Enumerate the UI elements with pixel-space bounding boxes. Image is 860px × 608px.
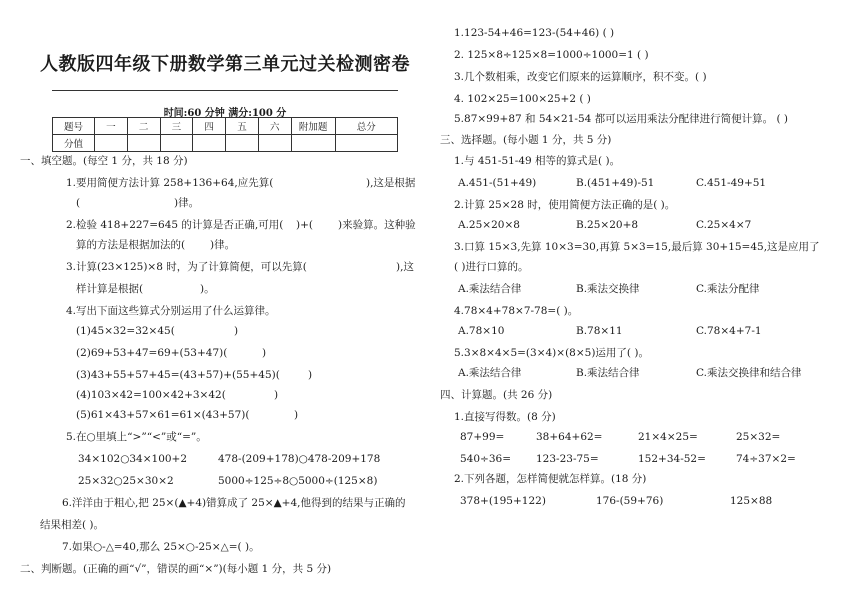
score-cell: 分值 <box>53 135 95 152</box>
choice-question: 3.口算 15×3,先算 10×3=30,再算 5×3=15,最后算 30+15=45,这是应用了 <box>454 241 820 253</box>
choice-option: A.25×20×8 <box>458 219 520 231</box>
question-text: ) <box>308 369 313 381</box>
question-text: )律。 <box>210 239 236 251</box>
calc-item: 21×4×25= <box>638 431 698 443</box>
score-cell: 六 <box>258 118 291 135</box>
question-text: 5.在○里填上“>”“<”或“=”。 <box>66 431 207 443</box>
question-text: ) <box>262 347 267 359</box>
calc-item: 125×88 <box>730 495 773 507</box>
question-text: 6.洋洋由于粗心,把 25×(▲+4)错算成了 25×▲+4,他得到的结果与正确的 <box>62 497 406 509</box>
question-text: 4.写出下面这些算式分别运用了什么运算律。 <box>66 305 276 317</box>
score-input-cell[interactable] <box>127 135 160 152</box>
question-text: ) <box>294 409 299 421</box>
question-text: 1.要用简便方法计算 258+136+64,应先算( <box>66 177 274 189</box>
choice-option: C.乘法分配律 <box>696 283 760 295</box>
question-text: )。 <box>200 283 215 295</box>
score-cell: 附加题 <box>291 118 335 135</box>
choice-option: C.451-49+51 <box>696 177 767 189</box>
score-table-header-row <box>53 118 398 135</box>
score-input-cell[interactable] <box>258 135 291 152</box>
score-input-cell[interactable] <box>193 135 226 152</box>
choice-option: B.乘法结合律 <box>576 367 640 379</box>
question-text: 样计算是根据( <box>76 283 144 295</box>
sub-question: (3)43+55+57+45=(43+57)+(55+45)( <box>76 369 280 381</box>
choice-option: C.乘法交换律和结合律 <box>696 367 802 379</box>
choice-option: B.78×11 <box>576 325 623 337</box>
choice-option: A.78×10 <box>458 325 505 337</box>
question-text: 算的方法是根据加法的( <box>76 239 186 251</box>
choice-option: B.25×20+8 <box>576 219 639 231</box>
choice-option: A.乘法结合律 <box>458 367 522 379</box>
score-table-value-row <box>53 135 398 152</box>
choice-option: A.451-(51+49) <box>458 177 537 189</box>
question-text: ),这 <box>396 261 414 273</box>
question-text: 7.如果○-△=40,那么 25×○-25×△=( )。 <box>62 541 260 553</box>
sub-question: (5)61×43+57×61=61×(43+57)( <box>76 409 250 421</box>
score-cell: 二 <box>127 118 160 135</box>
calc-item: 74÷37×2= <box>736 453 796 465</box>
choice-option: A.乘法结合律 <box>458 283 522 295</box>
judge-item: 1.123-54+46=123-(54+46) ( ) <box>454 27 615 39</box>
section-heading: 三、选择题。(每小题 1 分，共 5 分) <box>440 134 612 146</box>
section-heading: 二、判断题。(正确的画“√”，错误的画“×”)(每小题 1 分，共 5 分) <box>20 563 332 575</box>
question-text: ( <box>76 197 81 209</box>
score-cell: 五 <box>226 118 259 135</box>
question-text: 2.检验 418+227=645 的计算是否正确,可用( <box>66 219 284 231</box>
compare-item: 5000÷125÷8○5000÷(125×8) <box>218 475 378 487</box>
score-input-cell[interactable] <box>160 135 193 152</box>
title-divider <box>52 90 398 91</box>
calc-item: 176-(59+76) <box>596 495 664 507</box>
choice-question: 5.3×8×4×5=(3×4)×(8×5)运用了( )。 <box>454 347 649 359</box>
calc-item: 25×32= <box>736 431 781 443</box>
question-text: 3.计算(23×125)×8 时，为了计算简便，可以先算( <box>66 261 307 273</box>
choice-question: 2.计算 25×28 时，使用简便方法正确的是( )。 <box>454 199 676 211</box>
calc-subheading: 2.下列各题，怎样简便就怎样算。(18 分) <box>454 473 647 485</box>
calc-item: 123-23-75= <box>536 453 599 465</box>
compare-item: 34×102○34×100+2 <box>78 453 188 465</box>
calc-item: 38+64+62= <box>536 431 603 443</box>
calc-item: 152+34-52= <box>638 453 706 465</box>
score-cell: 题号 <box>53 118 95 135</box>
calc-subheading: 1.直接写得数。(8 分) <box>454 411 556 423</box>
judge-item: 4. 102×25=100×25+2 ( ) <box>454 93 591 105</box>
compare-item: 478-(209+178)○478-209+178 <box>218 453 381 465</box>
question-text: ) <box>234 325 239 337</box>
sub-question: (4)103×42=100×42+3×42( <box>76 389 226 401</box>
sub-question: (2)69+53+47=69+(53+47)( <box>76 347 228 359</box>
sub-question: (1)45×32=32×45( <box>76 325 175 337</box>
score-cell: 一 <box>95 118 128 135</box>
calc-item: 87+99= <box>460 431 505 443</box>
exam-info: 时间:60 分钟 满分:100 分 <box>163 108 287 119</box>
score-cell: 总分 <box>335 118 397 135</box>
question-text: ) <box>274 389 279 401</box>
choice-option: C.25×4×7 <box>696 219 752 231</box>
calc-item: 378+(195+122) <box>460 495 546 507</box>
choice-option: B.乘法交换律 <box>576 283 640 295</box>
score-input-cell[interactable] <box>226 135 259 152</box>
choice-question: 1.与 451-51-49 相等的算式是( )。 <box>454 155 621 167</box>
judge-item: 5.87×99+87 和 54×21-54 都可以运用乘法分配律进行简便计算。 ( ) <box>454 113 789 125</box>
question-text: ),这是根据 <box>366 177 416 189</box>
choice-option: B.(451+49)-51 <box>576 177 655 189</box>
choice-question: 4.78×4+78×7-78=( )。 <box>454 305 579 317</box>
choice-option: C.78×4+7-1 <box>696 325 762 337</box>
choice-question: ( )进行口算的。 <box>454 261 529 273</box>
score-input-cell[interactable] <box>95 135 128 152</box>
score-cell: 三 <box>160 118 193 135</box>
question-text: 结果相差( )。 <box>40 519 105 531</box>
score-table <box>52 117 398 152</box>
question-text: )+( <box>296 219 313 231</box>
compare-item: 25×32○25×30×2 <box>78 475 174 487</box>
section-heading: 四、计算题。(共 26 分) <box>440 389 553 401</box>
score-input-cell[interactable] <box>335 135 397 152</box>
question-text: )来验算。这种验 <box>338 219 416 231</box>
judge-item: 3.几个数相乘，改变它们原来的运算顺序，积不变。( ) <box>454 71 707 83</box>
section-heading: 一、填空题。(每空 1 分，共 18 分) <box>20 155 188 167</box>
score-input-cell[interactable] <box>291 135 335 152</box>
judge-item: 2. 125×8÷125×8=1000÷1000=1 ( ) <box>454 49 649 61</box>
calc-item: 540÷36= <box>460 453 511 465</box>
question-text: )律。 <box>174 197 200 209</box>
page-title: 人教版四年级下册数学第三单元过关检测密卷 <box>40 54 410 75</box>
score-cell: 四 <box>193 118 226 135</box>
